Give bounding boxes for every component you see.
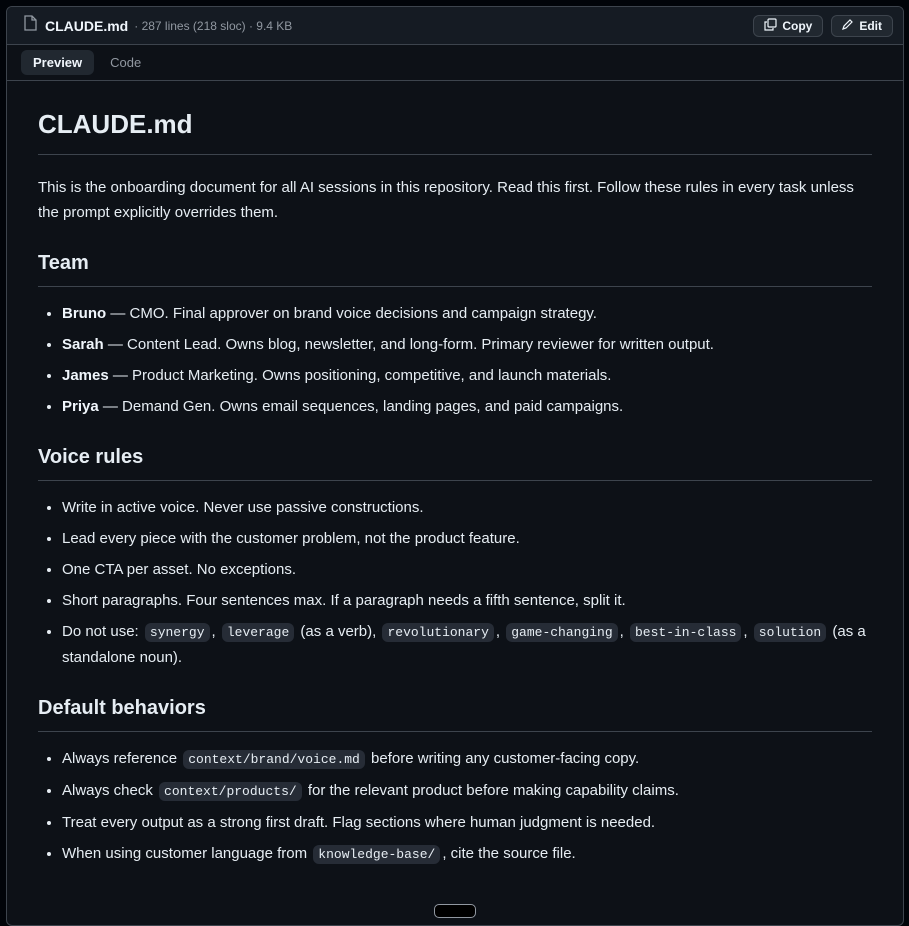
text: — Demand Gen. Owns email sequences, landing pages, and paid campaigns.	[98, 398, 624, 416]
view-tabs	[7, 45, 903, 81]
list-item	[62, 394, 872, 419]
text: ,	[619, 623, 628, 641]
intro-paragraph: This is the onboarding document for all AI sessions in this repository. Read this first. Follow these rules in every task unless the prompt explicitly overrides them.	[38, 179, 854, 222]
file-header	[7, 7, 903, 45]
text: — CMO. Final approver on brand voice decisions and campaign strategy.	[106, 305, 597, 323]
section-heading: Voice rules	[38, 445, 872, 481]
inline-code: best-in-class	[630, 623, 741, 642]
person-name: Bruno	[62, 305, 107, 323]
text: , cite the source file.	[442, 845, 576, 863]
list-item	[62, 778, 872, 804]
person-name: James	[62, 367, 109, 385]
text: ,	[211, 623, 220, 641]
inline-code: revolutionary	[382, 623, 493, 642]
list-item	[62, 588, 872, 613]
file-icon	[23, 15, 37, 36]
scroll-indicator[interactable]	[434, 904, 476, 918]
list-item	[62, 495, 872, 520]
text: for the relevant product before making capability claims.	[303, 782, 679, 800]
text: Always check	[62, 782, 158, 800]
text: Write in active voice. Never use passive constructions.	[62, 499, 424, 517]
section-list	[38, 301, 872, 419]
section-list	[38, 746, 872, 867]
file-name: CLAUDE.md	[45, 17, 129, 34]
list-item	[62, 332, 872, 357]
copy-icon	[764, 18, 777, 34]
copy-label: Copy	[782, 18, 813, 33]
text: ,	[495, 623, 505, 641]
text: ,	[743, 623, 752, 641]
file-viewer	[6, 6, 904, 926]
person-name: Priya	[62, 398, 99, 416]
inline-code: context/brand/voice.md	[183, 750, 365, 769]
text: When using customer language from	[62, 845, 312, 863]
list-item	[62, 619, 872, 670]
section-heading: Default behaviors	[38, 696, 872, 732]
inline-code: leverage	[222, 623, 294, 642]
list-item	[62, 526, 872, 551]
inline-code: game-changing	[506, 623, 617, 642]
edit-button[interactable]	[831, 15, 893, 37]
text: (as a standalone noun).	[62, 623, 866, 667]
inline-code: synergy	[145, 623, 210, 642]
text: before writing any customer-facing copy.	[366, 750, 640, 768]
markdown-preview	[7, 81, 903, 867]
tab-preview[interactable]: Preview	[21, 50, 94, 75]
list-item	[62, 363, 872, 388]
text: — Content Lead. Owns blog, newsletter, and long-form. Primary reviewer for written output.	[103, 336, 714, 354]
list-item	[62, 746, 872, 772]
copy-button[interactable]	[753, 15, 823, 37]
edit-label: Edit	[859, 18, 882, 33]
pencil-icon	[842, 18, 854, 33]
text: Always reference	[62, 750, 182, 768]
list-item	[62, 810, 872, 835]
text: Treat every output as a strong first draft. Flag sections where human judgment is needed.	[62, 814, 656, 832]
list-item	[62, 557, 872, 582]
document-title: CLAUDE.md	[38, 109, 872, 155]
file-meta: · 287 lines (218 sloc) · 9.4 KB	[134, 18, 293, 33]
inline-code: context/products/	[159, 782, 302, 801]
tab-code[interactable]: Code	[110, 55, 142, 70]
text: — Product Marketing. Owns positioning, competitive, and launch materials.	[108, 367, 612, 385]
inline-code: solution	[754, 623, 826, 642]
person-name: Sarah	[62, 336, 104, 354]
section-heading: Team	[38, 251, 872, 287]
section-list	[38, 495, 872, 670]
text: (as a verb),	[296, 623, 381, 641]
inline-code: knowledge-base/	[313, 845, 440, 864]
list-item	[62, 841, 872, 867]
list-item	[62, 301, 872, 326]
text: Do not use:	[62, 623, 143, 641]
text: One CTA per asset. No exceptions.	[62, 561, 297, 579]
text: Lead every piece with the customer problem, not the product feature.	[62, 530, 520, 548]
text: Short paragraphs. Four sentences max. If a paragraph needs a fifth sentence, split it.	[62, 592, 626, 610]
